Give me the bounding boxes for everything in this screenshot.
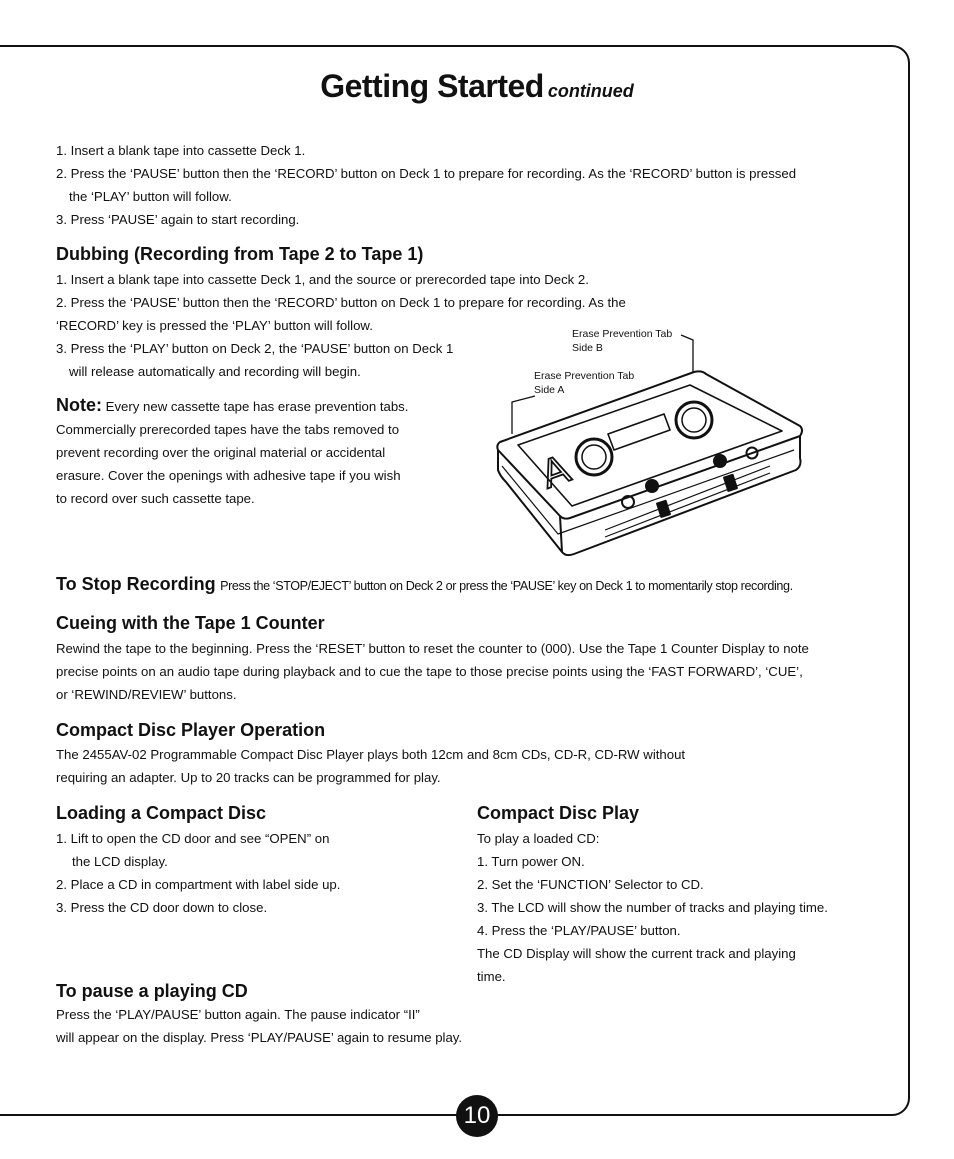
paragraph-line: Rewind the tape to the beginning. Press the ‘RESET’ button to reset the counter to (000). Use the Tape 1 Counter Display to note <box>56 641 809 656</box>
list-item: 3. Press the ‘PLAY’ button on Deck 2, the ‘PAUSE’ button on Deck 1 <box>56 341 454 356</box>
list-item: the ‘PLAY’ button will follow. <box>69 189 232 204</box>
list-item: 3. Press the CD door down to close. <box>56 900 268 915</box>
cueing-text <box>56 637 809 706</box>
stop-recording <box>56 574 793 595</box>
loading-steps <box>56 827 340 919</box>
note-line: prevent recording over the original material or accidental <box>56 445 386 460</box>
list-item: 1. Insert a blank tape into cassette Deck 1. <box>56 143 306 158</box>
list-item: time. <box>477 969 506 984</box>
list-item: 2. Place a CD in compartment with label side up. <box>56 877 341 892</box>
title-continued: continued <box>547 81 634 101</box>
cd-operation-text <box>56 743 685 789</box>
paragraph-line: or ‘REWIND/REVIEW’ buttons. <box>56 687 237 702</box>
cassette-illustration <box>490 330 810 565</box>
note-block <box>56 394 408 510</box>
dubbing-heading: Dubbing (Recording from Tape 2 to Tape 1) <box>56 244 424 264</box>
page-title <box>0 68 954 105</box>
page-number: 10 <box>456 1095 498 1137</box>
note-line: Commercially prerecorded tapes have the tabs removed to <box>56 422 400 437</box>
list-item: 2. Set the ‘FUNCTION’ Selector to CD. <box>477 877 704 892</box>
list-item: The CD Display will show the current track and playing <box>477 946 796 961</box>
list-item: 2. Press the ‘PAUSE’ button then the ‘RECORD’ button on Deck 1 to prepare for recording. As the ‘RECORD’ button is pressed <box>56 166 797 181</box>
recording-steps <box>56 139 796 231</box>
cueing-heading: Cueing with the Tape 1 Counter <box>56 613 325 633</box>
list-item: ‘RECORD’ key is pressed the ‘PLAY’ button will follow. <box>56 318 373 333</box>
list-item: will release automatically and recording will begin. <box>69 364 361 379</box>
paragraph-line: requiring an adapter. Up to 20 tracks can be programmed for play. <box>56 770 441 785</box>
list-item: 1. Lift to open the CD door and see “OPEN” on <box>56 831 330 846</box>
tab-side-b-label: Erase Prevention Tab Side B <box>572 328 673 354</box>
list-item: 3. Press ‘PAUSE’ again to start recording. <box>56 212 300 227</box>
pause-heading: To pause a playing CD <box>56 981 248 1001</box>
cd-play-steps <box>477 827 828 988</box>
cd-play-heading: Compact Disc Play <box>477 803 640 823</box>
side-letter: A <box>535 446 576 498</box>
list-item: 4. Press the ‘PLAY/PAUSE’ button. <box>477 923 681 938</box>
paragraph-line: precise points on an audio tape during playback and to cue the tape to those precise points using the ‘FAST FORWARD’, ‘CUE’, <box>56 664 803 679</box>
tab-side-a-label: Erase Prevention Tab Side A <box>534 370 635 396</box>
paragraph-line: Press the ‘PLAY/PAUSE’ button again. The pause indicator “II” <box>56 1007 420 1022</box>
list-item: To play a loaded CD: <box>477 831 600 846</box>
loading-heading: Loading a Compact Disc <box>56 803 267 823</box>
note-label: Note: <box>56 395 102 415</box>
paragraph-line: The 2455AV-02 Programmable Compact Disc Player plays both 12cm and 8cm CDs, CD-R, CD-RW without <box>56 747 686 762</box>
list-item: 1. Insert a blank tape into cassette Deck 1, and the source or prerecorded tape into Deck 2. <box>56 272 589 287</box>
note-text: Every new cassette tape has erase prevention tabs. <box>105 399 409 414</box>
stop-recording-text: Press the ‘STOP/EJECT’ button on Deck 2 or press the ‘PAUSE’ key on Deck 1 to momentarily stop recording. <box>220 579 793 593</box>
pause-text <box>56 1003 462 1049</box>
cd-operation-heading: Compact Disc Player Operation <box>56 720 326 740</box>
list-item: 3. The LCD will show the number of tracks and playing time. <box>477 900 828 915</box>
note-line: erasure. Cover the openings with adhesive tape if you wish <box>56 468 401 483</box>
stop-recording-heading: To Stop Recording <box>56 574 216 594</box>
list-item: 1. Turn power ON. <box>477 854 585 869</box>
list-item: 2. Press the ‘PAUSE’ button then the ‘RECORD’ button on Deck 1 to prepare for recording. As the <box>56 295 626 310</box>
note-line: to record over such cassette tape. <box>56 491 255 506</box>
title-main: Getting Started <box>320 68 544 104</box>
paragraph-line: will appear on the display. Press ‘PLAY/PAUSE’ again to resume play. <box>56 1030 463 1045</box>
list-item: the LCD display. <box>72 854 168 869</box>
